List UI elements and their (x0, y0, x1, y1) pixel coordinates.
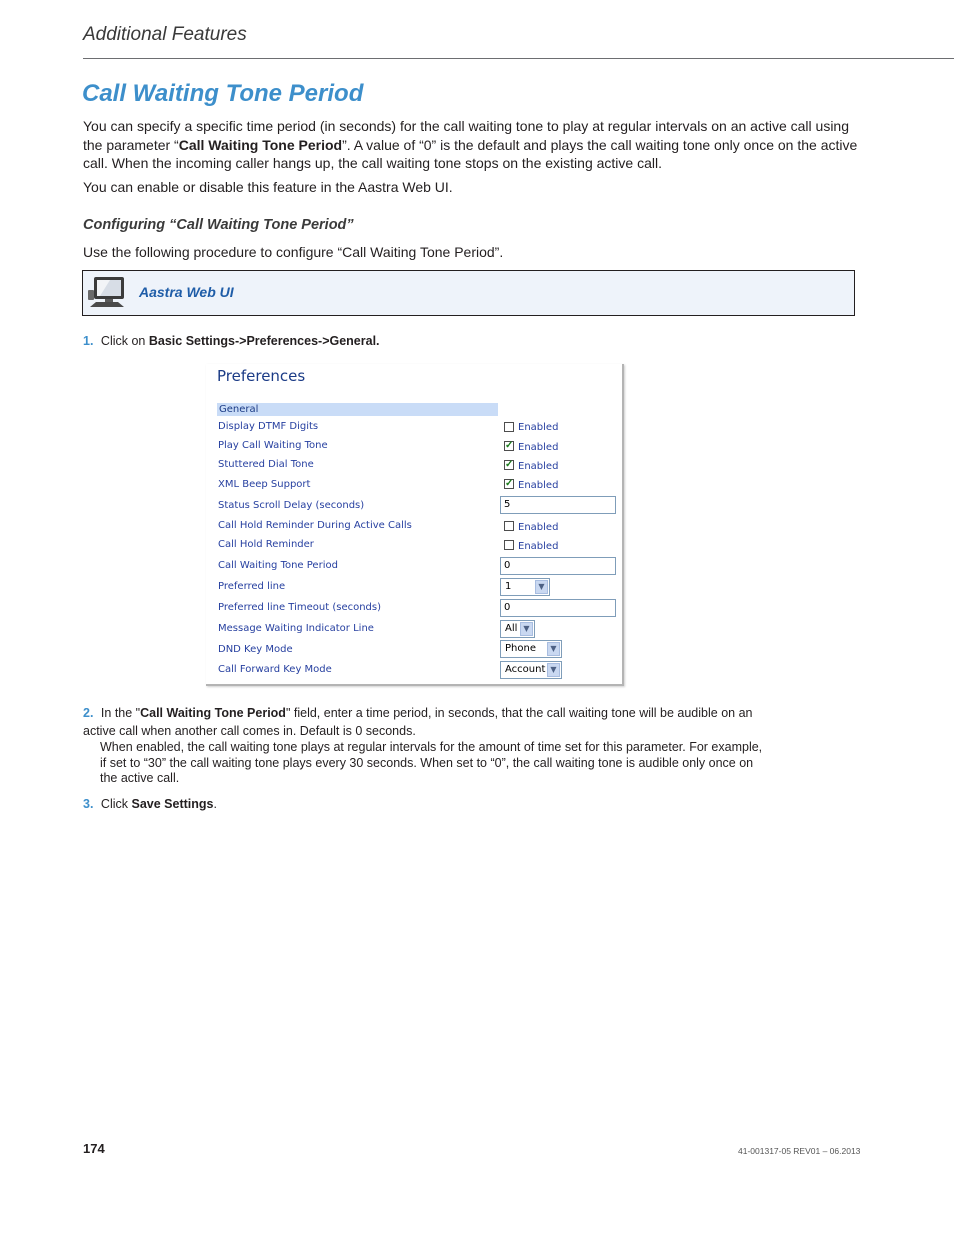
checkmark-icon: ✓ (505, 440, 514, 451)
checkbox-label: Enabled (518, 541, 559, 552)
chevron-down-icon: ▼ (535, 580, 548, 594)
intro-parameter: Call Waiting Tone Period (178, 136, 343, 153)
step-2-detail: When enabled, the call waiting tone plays at regular intervals for the amount of time set for this parameter. For example, if set to “30” the call waiting tone plays every 30 seconds. When set to “0”, the call waiting tone is audible only once on the active call. (100, 740, 763, 785)
xml-beep-checkbox[interactable] (504, 479, 514, 489)
checkbox-label: Enabled (518, 422, 559, 433)
procedure-intro: Use the following procedure to configure “Call Waiting Tone Period”. (83, 244, 504, 260)
select-value: Phone (505, 643, 536, 654)
checkbox-label: Enabled (518, 522, 559, 533)
webui-label: Aastra Web UI (139, 284, 234, 300)
stuttered-dial-tone-checkbox[interactable] (504, 460, 514, 470)
checkmark-icon: ✓ (505, 459, 514, 470)
call-waiting-tone-period-input[interactable]: 0 (500, 557, 616, 575)
select-value: 1 (505, 581, 512, 592)
step-1-path: Basic Settings->Preferences->General. (148, 334, 380, 348)
step-2 (83, 704, 763, 787)
call-hold-reminder-active-checkbox[interactable] (504, 521, 514, 531)
display-dtmf-checkbox[interactable] (504, 422, 514, 432)
step-1 (83, 333, 380, 349)
field-label: Call Hold Reminder During Active Calls (218, 520, 412, 531)
field-label: Call Forward Key Mode (218, 664, 332, 675)
select-value: Account (505, 664, 546, 675)
field-label: Call Hold Reminder (218, 539, 314, 550)
status-scroll-delay-input[interactable]: 5 (500, 496, 616, 514)
step-1-number: 1. (83, 334, 94, 348)
intro-paragraph (83, 117, 858, 173)
checkbox-label: Enabled (518, 461, 559, 472)
field-label: Preferred line (218, 581, 286, 592)
preferences-title: Preferences (217, 367, 306, 385)
document-id: 41-001317-05 REV01 – 06.2013 (738, 1146, 861, 1156)
computer-monitor-icon (88, 276, 126, 308)
step-2-field: Call Waiting Tone Period (140, 706, 286, 720)
mwi-line-select[interactable] (500, 620, 535, 638)
step-3-number: 3. (83, 797, 94, 811)
step-2-text-c: " field, enter a time period, in seconds, that the call waiting tone will be audible on an active call when another call comes in. Default is 0 seconds. (83, 706, 753, 738)
page-number: 174 (83, 1141, 105, 1156)
step-2-text-a: In the " (100, 706, 141, 720)
header-rule (83, 58, 954, 59)
field-label: Message Waiting Indicator Line (218, 623, 374, 634)
field-label: XML Beep Support (218, 479, 311, 490)
step-3-text: Click (100, 797, 132, 811)
field-label: Status Scroll Delay (seconds) (218, 500, 365, 511)
field-label: Play Call Waiting Tone (218, 440, 328, 451)
intro-text-c: ”. A value of “0” is the default and plays the call waiting tone only once on the active call. When the incoming caller hangs up, the call waiting tone stops on the existing active call. (83, 136, 858, 171)
field-label: DND Key Mode (218, 644, 293, 655)
webui-note: You can enable or disable this feature in the Aastra Web UI. (83, 179, 453, 195)
running-header: Additional Features (83, 24, 247, 45)
general-section-label: General (219, 404, 259, 415)
field-label: Call Waiting Tone Period (218, 560, 338, 571)
save-settings-ref: Save Settings (131, 797, 214, 811)
chevron-down-icon: ▼ (520, 622, 533, 636)
step-3-period: . (213, 797, 217, 811)
step-2-number: 2. (83, 706, 94, 720)
preferred-line-timeout-input[interactable]: 0 (500, 599, 616, 617)
chevron-down-icon: ▼ (547, 663, 560, 677)
field-label: Display DTMF Digits (218, 421, 319, 432)
checkmark-icon: ✓ (505, 478, 514, 489)
step-3 (83, 796, 217, 812)
field-label: Stuttered Dial Tone (218, 459, 314, 470)
step-1-text: Click on (100, 334, 149, 348)
general-section-bar (217, 403, 498, 416)
checkbox-label: Enabled (518, 480, 559, 491)
chevron-down-icon: ▼ (547, 642, 560, 656)
page-title: Call Waiting Tone Period (82, 80, 364, 107)
select-value: All (505, 623, 518, 634)
checkbox-label: Enabled (518, 442, 559, 453)
field-label: Preferred line Timeout (seconds) (218, 602, 382, 613)
subheading: Configuring “Call Waiting Tone Period” (83, 217, 354, 233)
intro-text-a: You can specify a specific time period (in seconds) for the call waiting tone to play at regular intervals on an active call using the parameter “ (83, 118, 850, 153)
dnd-key-mode-select[interactable] (500, 640, 562, 658)
play-call-waiting-checkbox[interactable] (504, 441, 514, 451)
call-hold-reminder-checkbox[interactable] (504, 540, 514, 550)
preferred-line-select[interactable] (500, 578, 550, 596)
call-forward-key-mode-select[interactable] (500, 661, 562, 679)
